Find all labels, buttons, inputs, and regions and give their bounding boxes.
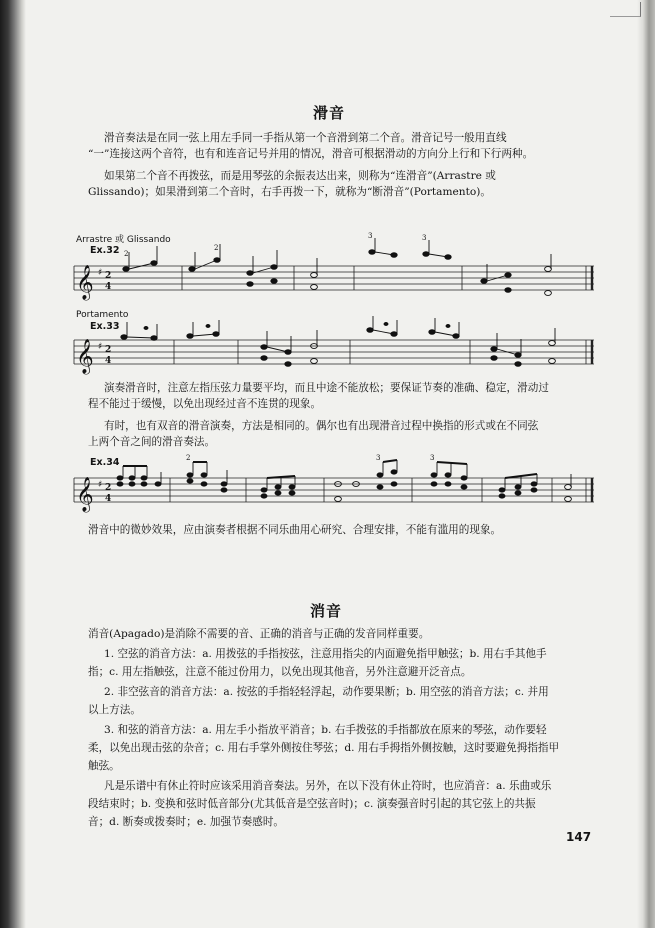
svg-text:3: 3 <box>368 232 373 240</box>
paragraph-line: 滑音中的微妙效果，应由演奏者根据不同乐曲用心研究、合理安排，不能有滥用的现象。 <box>88 524 502 536</box>
section-title-glissando: 滑音 <box>313 104 346 122</box>
svg-text:♯: ♯ <box>98 480 103 490</box>
paragraph-line: 2. 非空弦音的消音方法：a. 按弦的手指轻轻浮起，动作要果断；b. 用空弦的消音方法；c. 并用 <box>104 686 549 698</box>
svg-text:4: 4 <box>105 356 112 366</box>
svg-text:♯: ♯ <box>98 268 103 278</box>
svg-text:4: 4 <box>105 282 112 292</box>
paragraph-line: 触弦。 <box>88 760 120 772</box>
paragraph-line: 柔，以免出现击弦的杂音；c. 用右手掌外侧按住琴弦；d. 用右手拇指外侧按触，这时要避免拇指指甲 <box>88 742 560 754</box>
svg-text:𝄞: 𝄞 <box>76 339 94 374</box>
svg-text:3: 3 <box>376 454 381 462</box>
paragraph-line: Glissando)；如果滑到第二个音时，右手再拨一下，就称为“断滑音”(Portamento)。 <box>88 186 491 198</box>
paragraph-line: 1. 空弦的消音方法：a. 用拨弦的手指按弦，注意用指尖的内面避免指甲触弦；b. 用右手其他手 <box>104 648 547 660</box>
svg-text:2: 2 <box>105 483 112 493</box>
svg-text:3: 3 <box>422 234 427 242</box>
svg-text:4: 4 <box>105 494 112 504</box>
paragraph-line: 3. 和弦的消音方法：a. 用左手小指放平消音；b. 右手拨弦的手指都放在原来的琴弦，动作要轻 <box>104 724 547 736</box>
example-number: Ex.33 <box>90 321 120 332</box>
svg-text:2: 2 <box>105 271 112 281</box>
page-corner-mark <box>610 2 641 17</box>
paragraph-line: 凡是乐谱中有休止符时应该采用消音奏法。另外，在以下没有休止符时，也应消音：a. 乐曲或乐 <box>104 780 552 792</box>
paragraph-line: 以上方法。 <box>88 704 141 716</box>
example-label-portamento: Portamento <box>76 310 129 320</box>
section-title-muting: 消音 <box>310 602 343 620</box>
svg-text:3: 3 <box>430 454 435 462</box>
music-staff-ex33 <box>74 334 604 384</box>
svg-text:𝄞: 𝄞 <box>76 477 94 512</box>
paragraph-line: 演奏滑音时，注意左指压弦力量要平均，而且中途不能放松；要保证节奏的准确、稳定，滑动过 <box>104 382 549 394</box>
svg-text:𝄞: 𝄞 <box>76 265 94 300</box>
paragraph-line: 有时，也有双音的滑音演奏，方法是相同的。偶尔也有出现滑音过程中换指的形式或在不同弦 <box>104 420 539 432</box>
paragraph-line: 段结束时；b. 变换和弦时低音部分(尤其低音是空弦音时)；c. 演奏强音时引起的其它弦上的共振 <box>88 798 536 810</box>
paragraph-line: “一”连接这两个音符，也有和连音记号并用的情况，滑音可根据滑动的方向分上行和下行两种。 <box>88 148 534 160</box>
svg-text:2: 2 <box>105 345 112 355</box>
paragraph-line: 音；d. 断奏或拨奏时；e. 加强节奏感时。 <box>88 816 285 828</box>
paragraph-line: 如果第二个音不再拨弦，而是用琴弦的余振表达出来，则称为“连滑音”(Arrastre 或 <box>104 170 496 182</box>
svg-text:2: 2 <box>214 244 219 252</box>
svg-text:2: 2 <box>124 250 129 258</box>
page-edge-shadow <box>637 0 655 928</box>
book-binding-shadow <box>0 0 26 928</box>
paragraph-line: 指；c. 用左指触弦，注意不能过份用力，以免出现其他音，另外注意避开泛音点。 <box>88 666 472 678</box>
paragraph-line: 程不能过于缓慢，以免出现经过音不连贯的现象。 <box>88 398 322 410</box>
example-label-arrastre: Arrastre 或 Glissando <box>76 235 171 245</box>
svg-text:♯: ♯ <box>98 342 103 352</box>
paragraph-line: 滑音奏法是在同一弦上用左手同一手指从第一个音滑到第二个音。滑音记号一般用直线 <box>104 132 507 144</box>
example-number: Ex.34 <box>90 457 120 468</box>
example-number: Ex.32 <box>90 245 120 256</box>
page-number: 147 <box>566 830 592 844</box>
paragraph-line: 消音(Apagado)是消除不需要的音、正确的消音与正确的发音同样重要。 <box>88 628 430 640</box>
paragraph-line: 上两个音之间的滑音奏法。 <box>88 436 216 448</box>
svg-text:2: 2 <box>186 454 191 462</box>
